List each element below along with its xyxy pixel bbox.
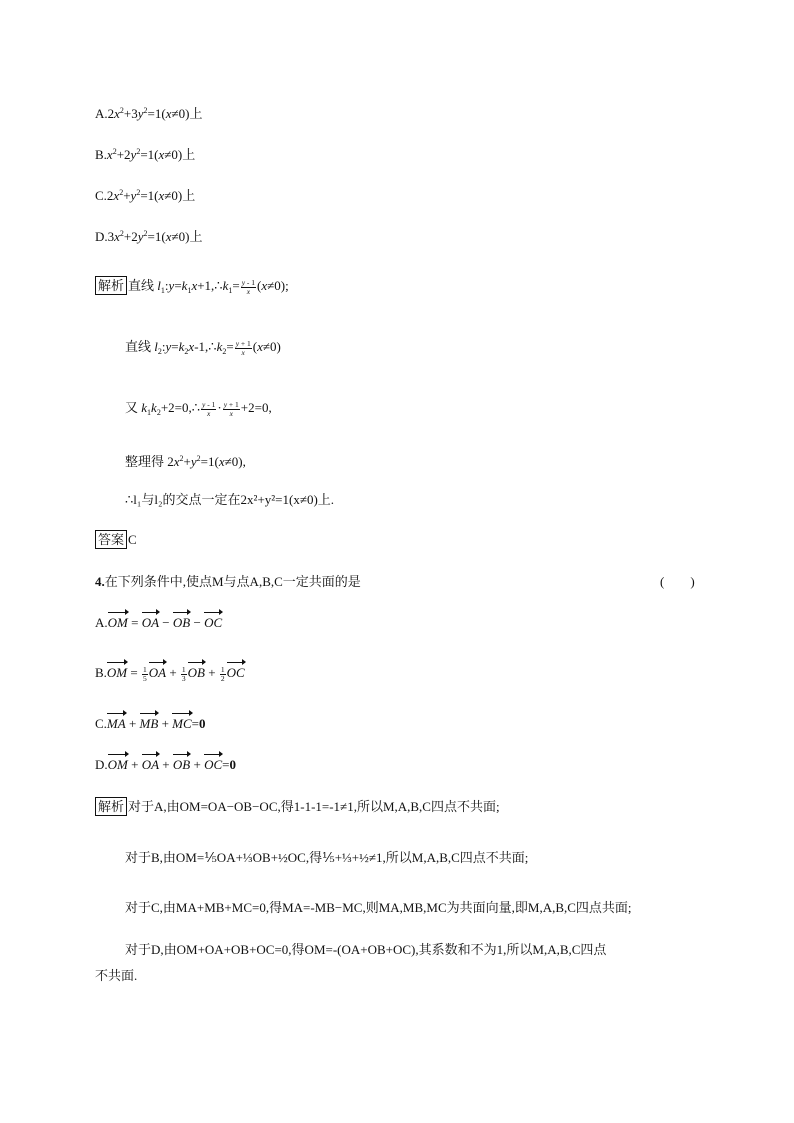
analysis-q4-line2: 对于B,由OM=⅕OA+⅓OB+½OC,得⅕+⅓+½≠1,所以M,A,B,C四点不共面; <box>125 850 529 865</box>
answer-q3: 答案 C <box>95 530 137 550</box>
analysis-tag: 解析 <box>95 276 127 295</box>
analysis-q3-step5: ∴l₁与l₂的交点一定在2x²+y²=1(x≠0)上. <box>125 492 335 507</box>
analysis-q4-line5: 不共面. <box>95 968 138 983</box>
analysis-q4-line1: 解析 对于A,由OM=OA−OB−OC,得1-1-1=-1≠1,所以M,A,B,C四点不共面; <box>95 797 500 817</box>
analysis-q3-step1: 解析 直线 $l_1:y=k_1x+1,\therefore k_1=$ $\frac{y - 1}{x}$ (x≠0); <box>95 276 289 301</box>
option-b-q3: $B.x^2+2y^2=1(x\ne 0)$上 <box>95 147 196 162</box>
analysis-q4-line3: 对于C,由MA+MB+MC=0,得MA=-MB−MC,则MA,MB,MC为共面向量,即M,A,B,C四点共面; <box>125 900 632 915</box>
analysis-q3-step2: 直线 $l_2:y=k_2x-1,\therefore k_2=$ $\frac{y + 1}{x}$ (x≠0) <box>125 338 281 357</box>
option-c-q4: C.MA + MB + MC=0 <box>95 714 206 734</box>
analysis-q3-step4: 整理得 $2x^2+y^2=1(x\ne 0)$, <box>125 454 246 469</box>
option-a-q3: $A.2x^2+3y^2=1(x\ne 0)$上 <box>95 106 203 121</box>
answer-blank: ( ) <box>660 574 695 589</box>
option-a-q4: A.OM = OA − OB − OC <box>95 613 222 633</box>
analysis-q3-step3: 又 $k_1k_2+2=0,\therefore$ $\frac{y - 1}{x}$ · $\frac{y + 1}{x}$ +2=0, <box>125 399 272 418</box>
answer-tag: 答案 <box>95 530 127 549</box>
question-4: 4.在下列条件中,使点M与点A,B,C一定共面的是 <box>95 574 361 589</box>
option-c-q3: $C.2x^2+y^2=1(x\ne 0)$上 <box>95 188 196 203</box>
option-d-q3: $D.3x^2+2y^2=1(x\ne 0)$上 <box>95 229 203 244</box>
analysis-q4-line4: 对于D,由OM+OA+OB+OC=0,得OM=-(OA+OB+OC),其系数和不为1,所以M,A,B,C四点 <box>125 942 607 957</box>
option-b-q4: B.OM = $\frac{1}{5}$ OA + $\frac{1}{3}$ OB + $\frac{1}{2}$ OC <box>95 664 245 683</box>
option-d-q4: D.OM + OA + OB + OC=0 <box>95 755 236 775</box>
analysis-tag: 解析 <box>95 797 127 816</box>
